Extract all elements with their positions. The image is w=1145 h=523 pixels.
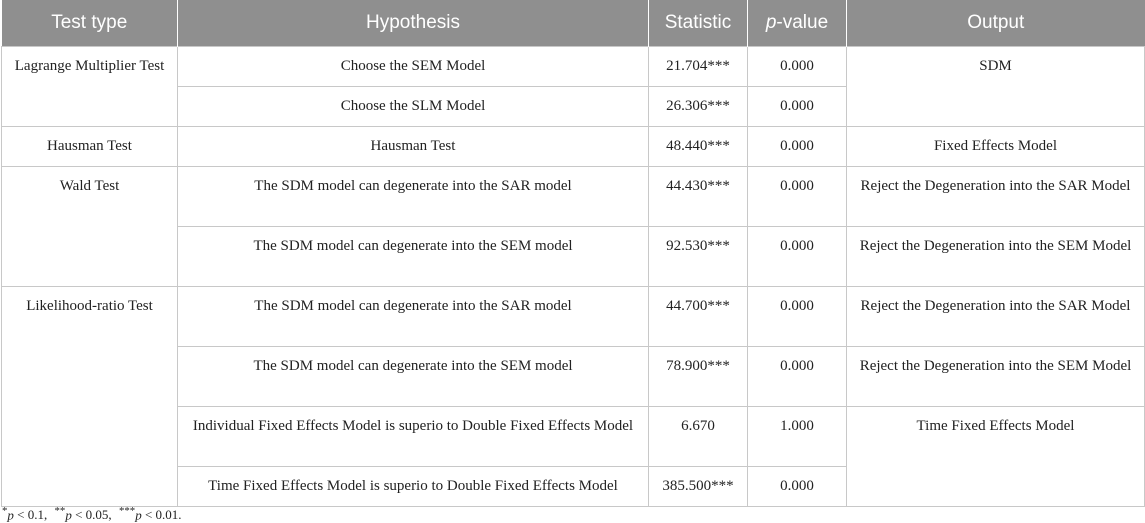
test-type-cell: Likelihood-ratio Test	[2, 287, 178, 507]
statistic-cell: 78.900***	[649, 347, 748, 407]
table-row	[2, 167, 1145, 227]
output-cell: Fixed Effects Model	[847, 127, 1145, 167]
statistic-cell: 21.704***	[649, 47, 748, 87]
p-value-cell: 0.000	[748, 347, 847, 407]
footnote-sym-3: ***	[118, 505, 136, 517]
p-value-cell: 0.000	[748, 47, 847, 87]
footnote-p-1: p	[7, 507, 14, 523]
output-cell: Reject the Degeneration into the SAR Model	[847, 287, 1145, 347]
hypothesis-cell: The SDM model can degenerate into the SAR model	[178, 167, 649, 227]
statistic-cell: 92.530***	[649, 227, 748, 287]
header-p-rest: -value	[776, 12, 829, 33]
p-value-cell: 0.000	[748, 87, 847, 127]
hypothesis-cell: Hausman Test	[178, 127, 649, 167]
footnote-text-3: < 0.01.	[141, 507, 182, 523]
p-value-cell: 0.000	[748, 287, 847, 347]
footnote-sym-1: *	[2, 505, 8, 517]
footnote-p-2: p	[65, 507, 72, 523]
statistic-cell: 26.306***	[649, 87, 748, 127]
statistic-cell: 44.700***	[649, 287, 748, 347]
statistic-cell: 6.670	[649, 407, 748, 467]
test-type-cell: Wald Test	[2, 167, 178, 287]
results-table	[1, 0, 1145, 507]
footnote-p-3: p	[135, 507, 142, 523]
output-cell: SDM	[847, 47, 1145, 127]
hypothesis-cell: Choose the SLM Model	[178, 87, 649, 127]
output-cell: Time Fixed Effects Model	[847, 407, 1145, 507]
p-value-cell: 0.000	[748, 127, 847, 167]
hypothesis-cell: Individual Fixed Effects Model is superio to Double Fixed Effects Model	[178, 407, 649, 467]
hypothesis-cell: The SDM model can degenerate into the SEM model	[178, 227, 649, 287]
header-test-type: Test type	[2, 0, 178, 47]
statistic-cell: 385.500***	[649, 467, 748, 507]
footnote-text-2: < 0.05,	[71, 507, 115, 523]
table-header	[2, 0, 1145, 47]
hypothesis-cell: Time Fixed Effects Model is superio to Double Fixed Effects Model	[178, 467, 649, 507]
hypothesis-cell: Choose the SEM Model	[178, 47, 649, 87]
hypothesis-cell: The SDM model can degenerate into the SAR model	[178, 287, 649, 347]
p-value-cell: 0.000	[748, 167, 847, 227]
table-body	[2, 47, 1145, 507]
table-row	[2, 287, 1145, 347]
header-p-value	[748, 0, 847, 47]
test-type-cell: Lagrange Multiplier Test	[2, 47, 178, 127]
statistic-cell: 44.430***	[649, 167, 748, 227]
test-type-cell: Hausman Test	[2, 127, 178, 167]
hypothesis-cell: The SDM model can degenerate into the SEM model	[178, 347, 649, 407]
header-p-italic: p	[765, 12, 777, 33]
p-value-cell: 0.000	[748, 467, 847, 507]
table-row	[2, 47, 1145, 87]
footnote-sym-2: **	[54, 505, 66, 517]
p-value-cell: 1.000	[748, 407, 847, 467]
statistic-cell: 48.440***	[649, 127, 748, 167]
output-cell: Reject the Degeneration into the SEM Model	[847, 347, 1145, 407]
footnote-text-1: < 0.1,	[13, 507, 51, 523]
header-statistic: Statistic	[649, 0, 748, 47]
table-row	[2, 127, 1145, 167]
output-cell: Reject the Degeneration into the SAR Model	[847, 167, 1145, 227]
p-value-cell: 0.000	[748, 227, 847, 287]
header-output: Output	[847, 0, 1145, 47]
header-hypothesis: Hypothesis	[178, 0, 649, 47]
table-footnote	[2, 505, 186, 523]
output-cell: Reject the Degeneration into the SEM Model	[847, 227, 1145, 287]
